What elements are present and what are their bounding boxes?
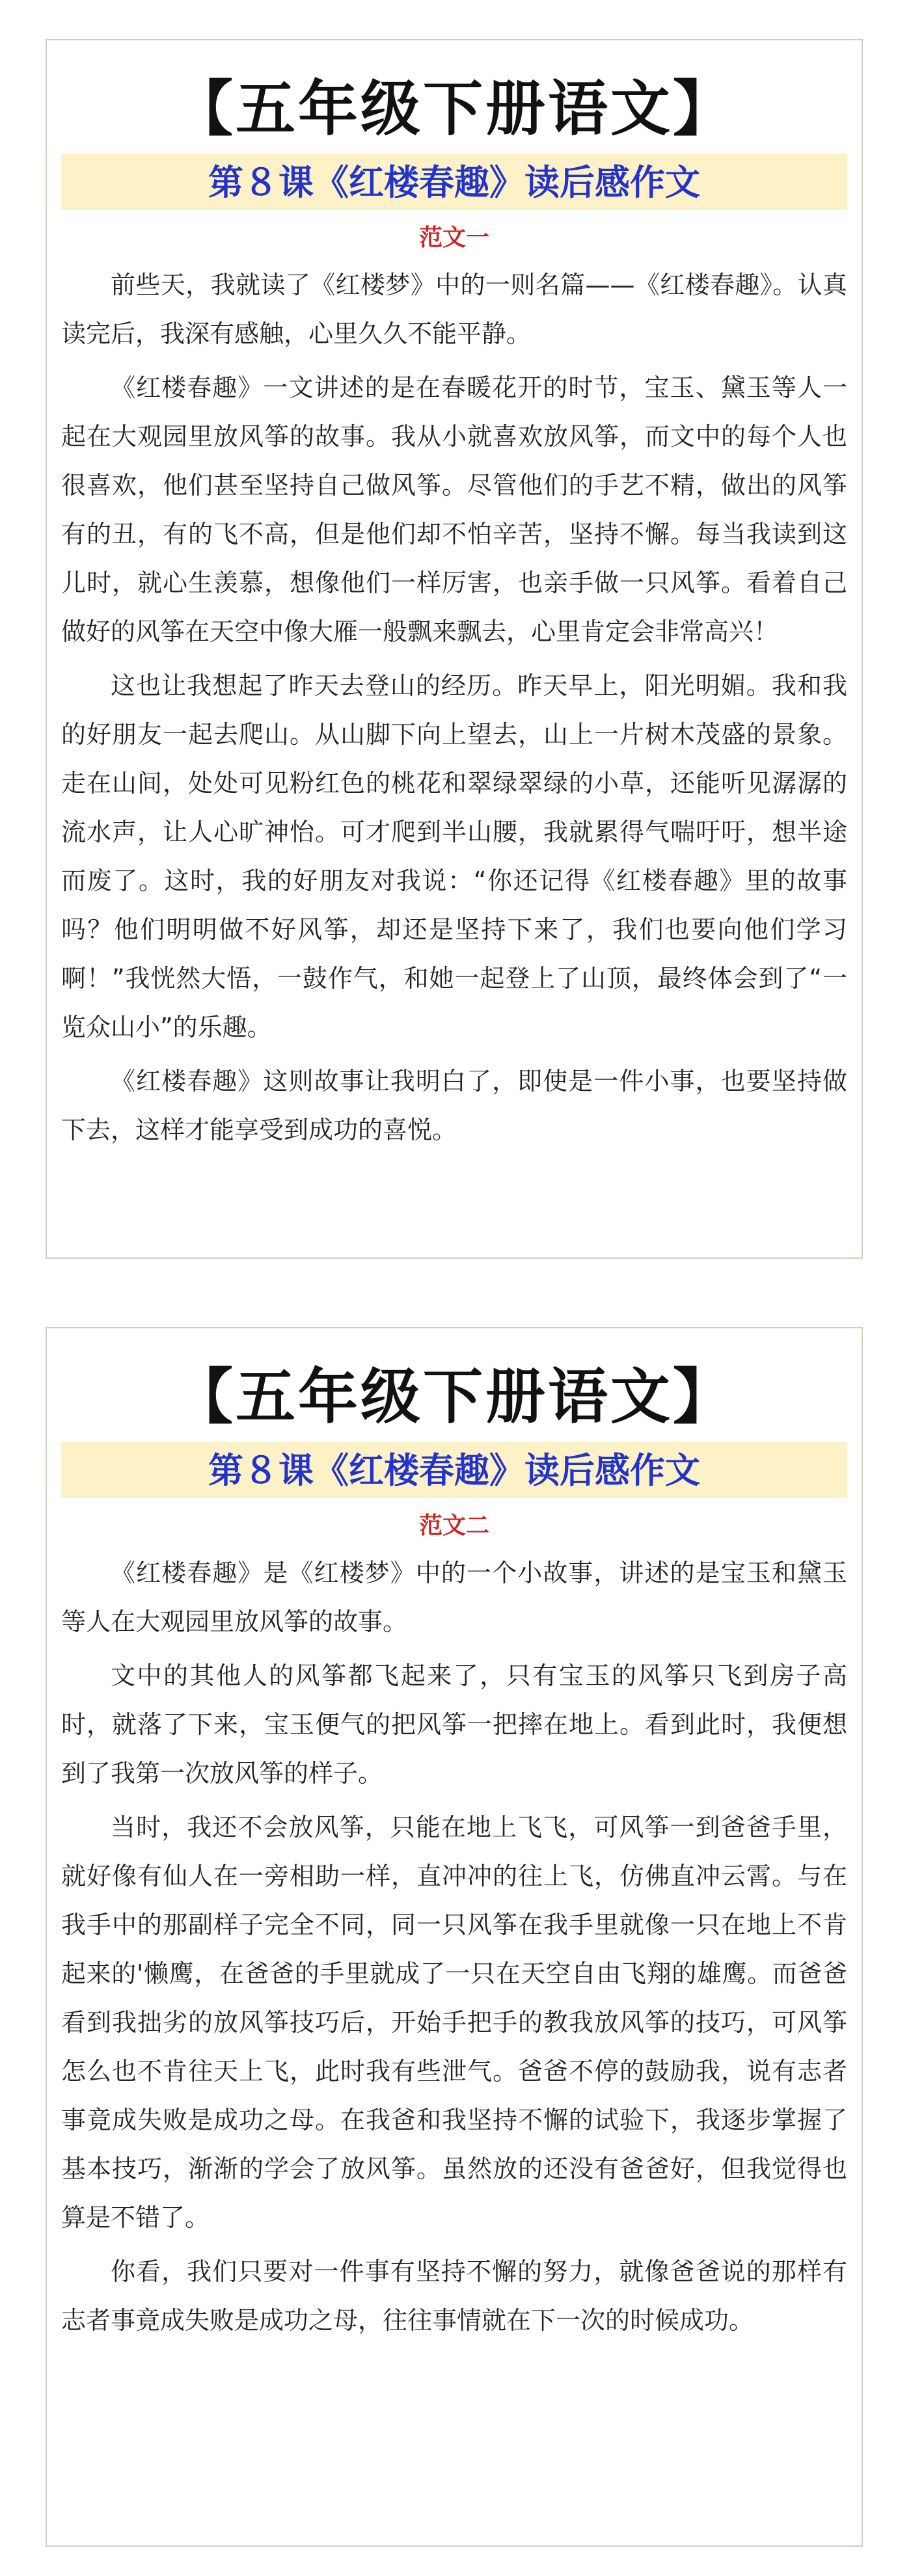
sample-essay-label: 范文一 [418,224,489,251]
page-title: 【五年级下册语文】 [172,1362,735,1432]
essay-paragraph: 你看，我们只要对一件事有坚持不懈的努力，就像爸爸说的那样有志者事竟成失败是成功之母，往往事情就在下一次的时候成功。 [61,2257,847,2335]
lesson-subtitle: 第８课《红楼春趣》读后感作文 [61,154,847,210]
essay-paragraph: 当时，我还不会放风筝，只能在地上飞飞，可风筝一到爸爸手里，就好像有仙人在一旁相助一样，直冲冲的往上飞，仿佛直冲云霄。与在我手中的那副样子完全不同，同一只风筝在我手里就像一只在地上不肯起来的'懒鹰，在爸爸的手里就成了一只在天空自由飞翔的雄鹰。而爸爸看到我拙劣的放风筝技巧后，开始手把手的教我放风筝的技巧，可风筝怎么也不肯往天上飞，此时我有些泄气。爸爸不停的鼓励我，说有志者事竟成失败是成功之母。在我爸和我坚持不懈的试验下，我逐步掌握了基本技巧，渐渐的学会了放风筝。虽然放的还没有爸爸好，但我觉得也算是不错了。 [61,1813,847,2232]
essay-paragraph: 《红楼春趣》是《红楼梦》中的一个小故事，讲述的是宝玉和黛玉等人在大观园里放风筝的故事。 [61,1559,847,1636]
essay-body [61,261,847,1155]
essay-paragraph: 《红楼春趣》一文讲述的是在春暖花开的时节，宝玉、黛玉等人一起在大观园里放风筝的故事。我从小就喜欢放风筝，而文中的每个人也很喜欢，他们甚至坚持自己做风筝。尽管他们的手艺不精，做出的风筝有的丑，有的飞不高，但是他们却不怕辛苦，坚持不懈。每当我读到这儿时，就心生羡慕，想像他们一样厉害，也亲手做一只风筝。看着自己做好的风筝在天空中像大雁一般飘来飘去，心里肯定会非常高兴！ [61,373,847,646]
essay-paragraph: 前些天，我就读了《红楼梦》中的一则名篇——《红楼春趣》。认真读完后，我深有感触，心里久久不能平静。 [61,271,847,348]
essay-paragraph: 《红楼春趣》这则故事让我明白了，即使是一件小事，也要坚持做下去，这样才能享受到成功的喜悦。 [61,1067,847,1144]
essay-paragraph: 这也让我想起了昨天去登山的经历。昨天早上，阳光明媚。我和我的好朋友一起去爬山。从山脚下向上望去，山上一片树木茂盛的景象。走在山间，处处可见粉红色的桃花和翠绿翠绿的小草，还能听见潺潺的流水声，让人心旷神怡。可才爬到半山腰，我就累得气喘吁吁，想半途而废了。这时，我的好朋友对我说：“你还记得《红楼春趣》里的故事吗？他们明明做不好风筝，却还是坚持下来了，我们也要向他们学习啊！”我恍然大悟，一鼓作气，和她一起登上了山顶，最终体会到了“一览众山小”的乐趣。 [61,671,847,1041]
lesson-subtitle: 第８课《红楼春趣》读后感作文 [61,1442,847,1498]
essay-paragraph: 文中的其他人的风筝都飞起来了，只有宝玉的风筝只飞到房子高时，就落了下来，宝玉便气的把风筝一把摔在地上。看到此时，我便想到了我第一次放风筝的样子。 [61,1661,847,1788]
essay-body [61,1549,847,2345]
essay-page-1 [46,39,863,1259]
page-title: 【五年级下册语文】 [172,74,735,144]
essay-page-2 [46,1327,863,2547]
sample-essay-label: 范文二 [418,1512,489,1539]
